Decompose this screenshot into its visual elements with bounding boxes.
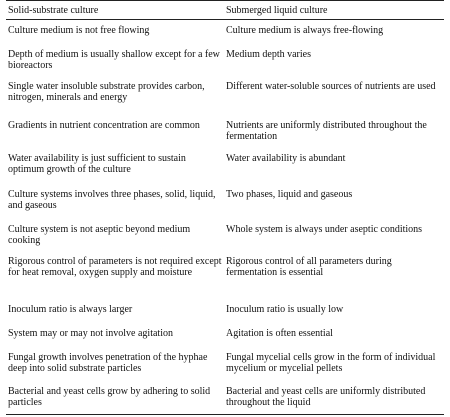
- table-row: [6, 302, 444, 326]
- cell-submerged: Bacterial and yeast cells are uniformly distributed throughout the liquid: [224, 384, 444, 415]
- table-row: [6, 254, 444, 302]
- cell-solid: Single water insoluble substrate provides carbon, nitrogen, minerals and energy: [8, 80, 205, 104]
- cell-solid: System may or may not involve agitation: [8, 327, 173, 339]
- cell-solid: Inoculum ratio is always larger: [8, 303, 133, 315]
- table-row: [6, 350, 444, 384]
- cell-solid: Culture medium is not free flowing: [8, 24, 150, 36]
- cell-submerged: Medium depth varies: [226, 48, 311, 60]
- cell-submerged: Culture medium is always free-flowing: [226, 24, 384, 36]
- cell-solid: Depth of medium is usually shallow except for a few bioreactors: [8, 48, 220, 72]
- cell-submerged: Water availability is abundant: [226, 152, 346, 164]
- cell-solid: Bacterial and yeast cells grow by adhering to solid particles: [6, 384, 224, 415]
- table-header: [6, 1, 444, 20]
- comparison-table: [6, 0, 444, 415]
- table-row: [6, 19, 444, 47]
- cell-solid: Culture systems involves three phases, solid, liquid, and gaseous: [8, 188, 216, 212]
- cell-submerged: Different water-soluble sources of nutrients are used: [226, 80, 436, 92]
- cell-solid: Water availability is just sufficient to sustain optimum growth of the culture: [8, 152, 186, 176]
- cell-solid: Fungal growth involves penetration of the hyphae deep into solid substrate particles: [8, 351, 208, 375]
- cell-submerged: Fungal mycelial cells grow in the form of individual mycelium or mycelial pellets: [226, 351, 436, 375]
- table-row: [6, 79, 444, 118]
- cell-submerged: Rigorous control of all parameters during fermentation is essential: [226, 255, 392, 279]
- cell-submerged: Agitation is often essential: [226, 327, 333, 339]
- cell-solid: Rigorous control of parameters is not required except for heat removal, oxygen supply and moisture: [8, 255, 222, 279]
- cell-submerged: Two phases, liquid and gaseous: [226, 188, 353, 200]
- table-row: [6, 222, 444, 254]
- header-solid-substrate-culture: Solid-substrate culture: [6, 1, 224, 20]
- table-row: [6, 187, 444, 222]
- header-row: [6, 1, 444, 20]
- table-row: [6, 384, 444, 415]
- cell-submerged: Nutrients are uniformly distributed throughout the fermentation: [226, 119, 427, 143]
- table-row: [6, 118, 444, 151]
- header-submerged-liquid-culture: Submerged liquid culture: [224, 1, 444, 20]
- cell-submerged: Whole system is always under aseptic conditions: [226, 223, 423, 235]
- table-row: [6, 151, 444, 187]
- table-row: [6, 326, 444, 350]
- cell-submerged: Inoculum ratio is usually low: [226, 303, 344, 315]
- table-body: [6, 19, 444, 414]
- cell-solid: Culture system is not aseptic beyond medium cooking: [8, 223, 191, 247]
- table-row: [6, 47, 444, 79]
- cell-solid: Gradients in nutrient concentration are common: [8, 119, 200, 131]
